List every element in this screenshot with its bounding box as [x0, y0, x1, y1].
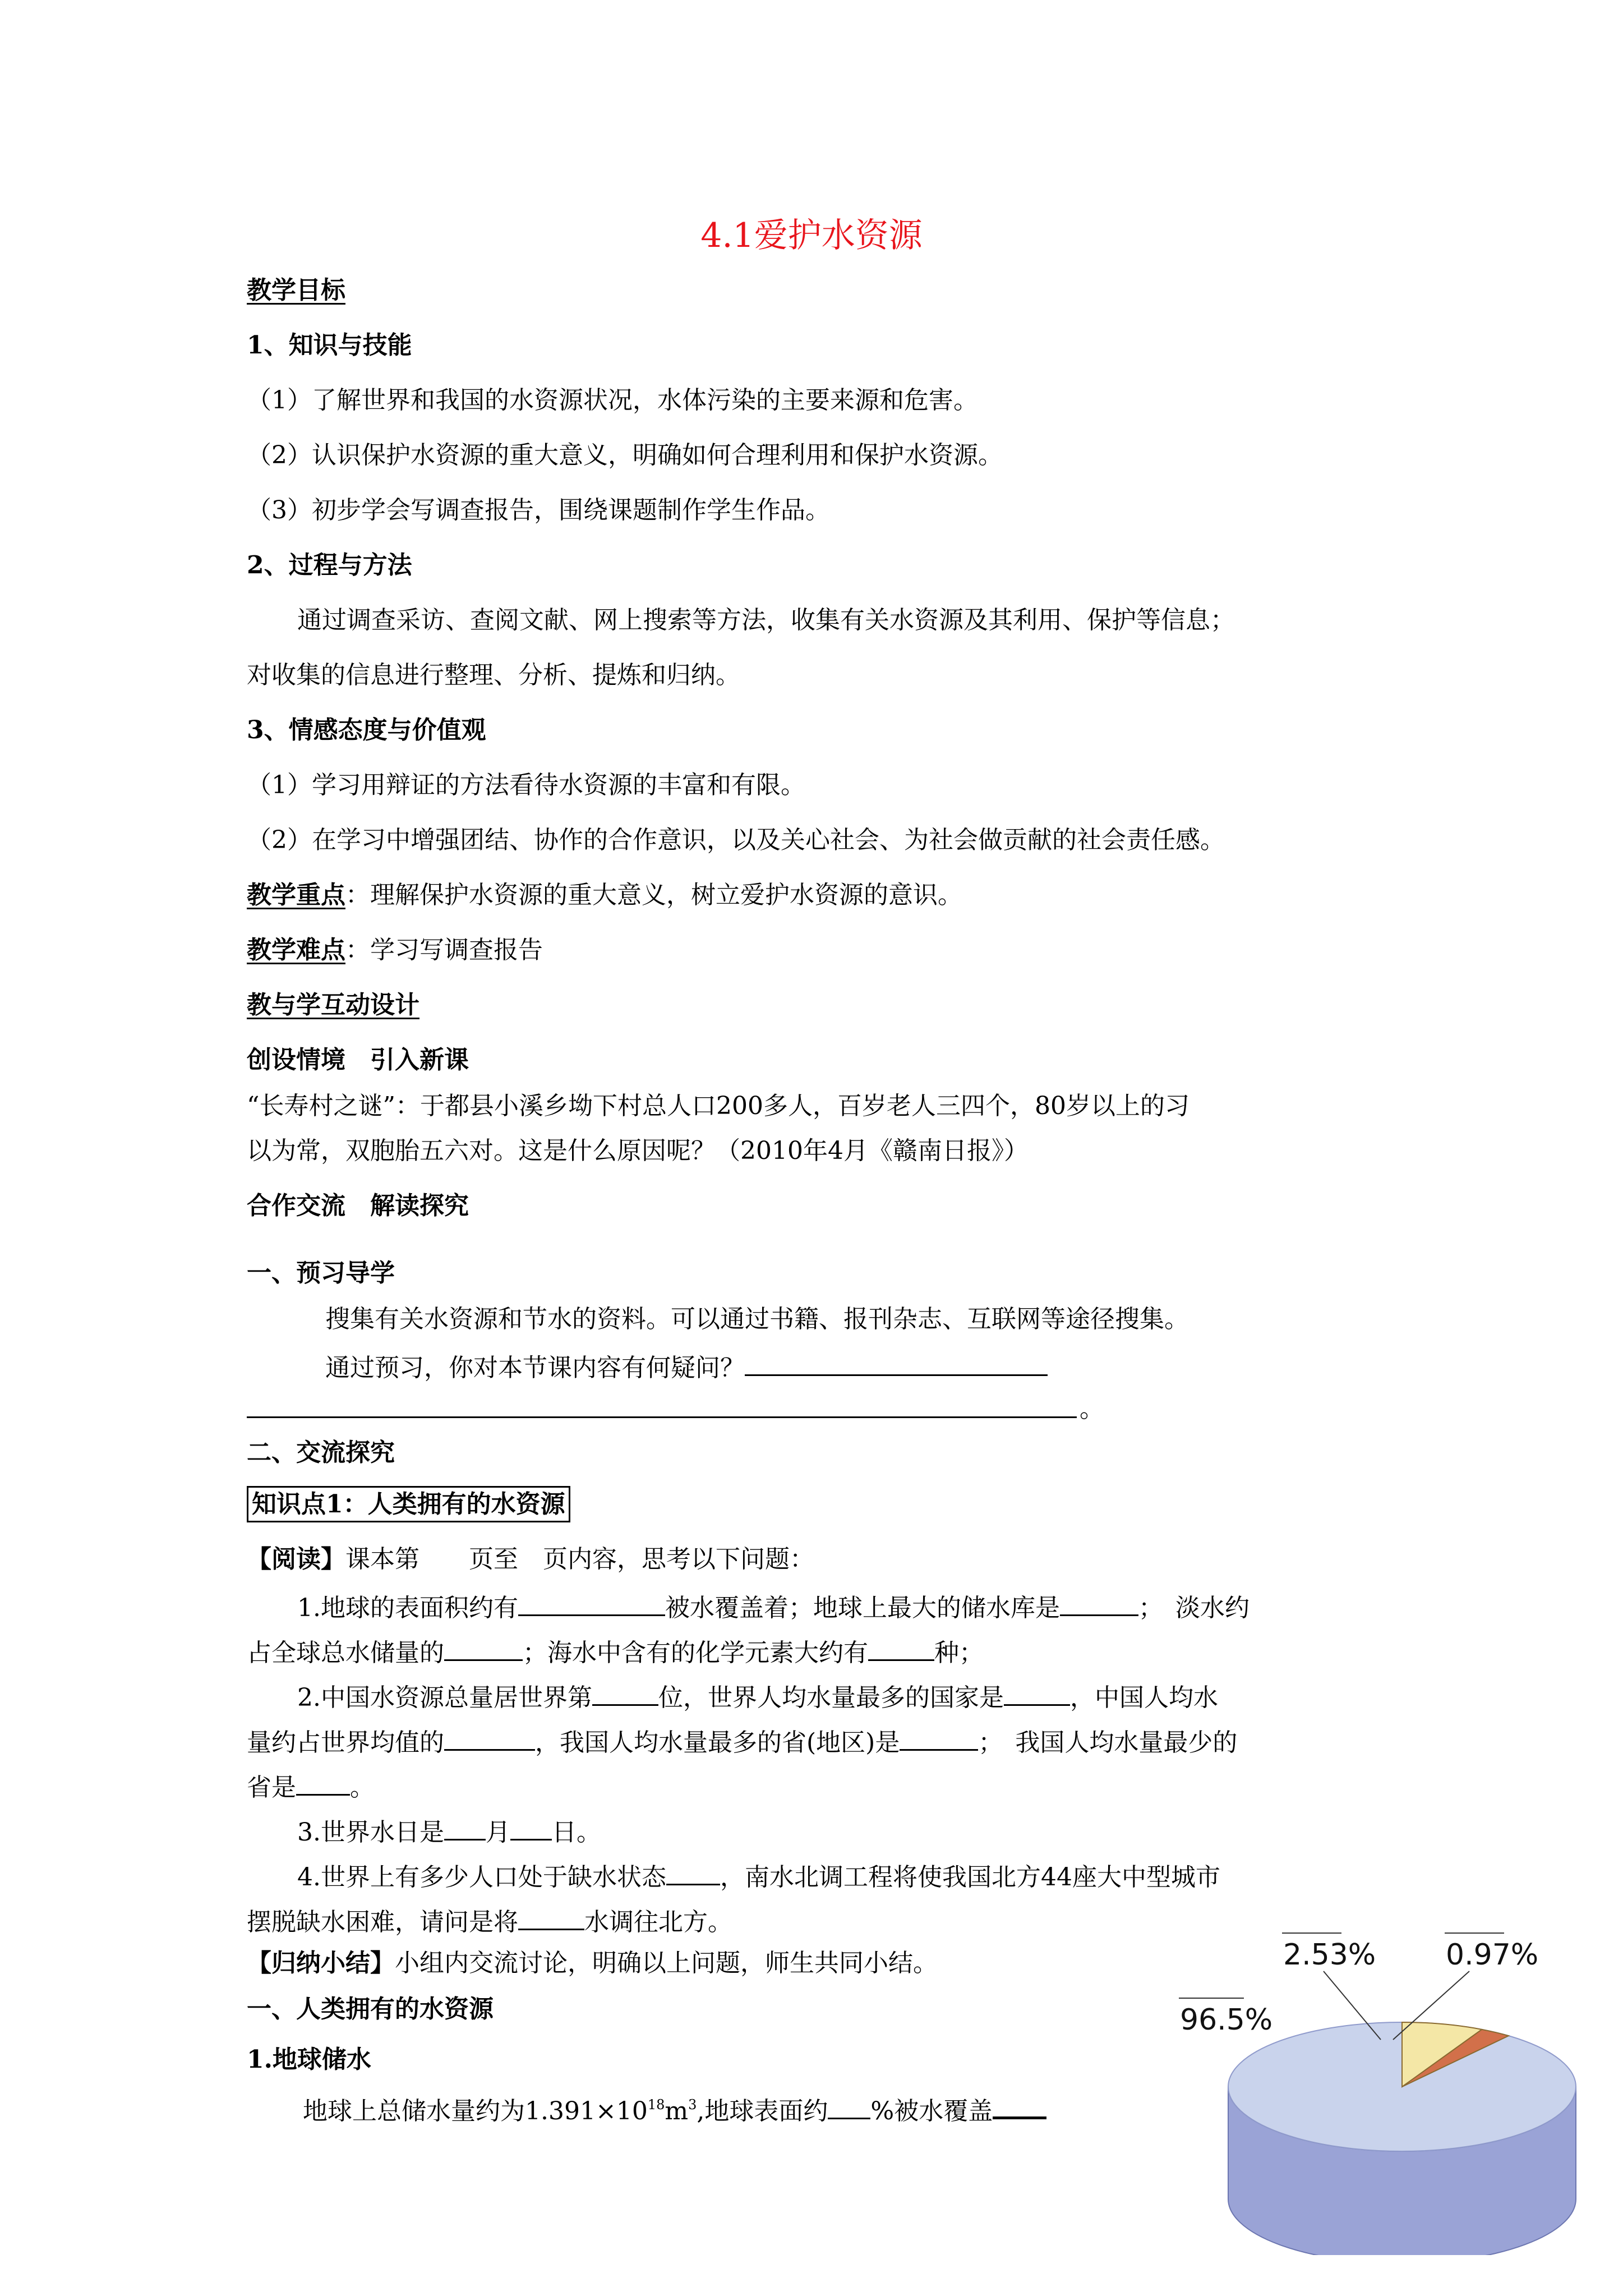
part1-heading: 一、人类拥有的水资源: [247, 1995, 494, 2023]
pie-label-0-97: 0.97%: [1446, 1938, 1539, 1972]
read-line: [247, 1547, 814, 1572]
pie-label-2-53: 2.53%: [1283, 1938, 1376, 1972]
goals-s1-item: （3）初步学会写调查报告，围绕课题制作学生作品。: [247, 496, 830, 524]
answer-blank[interactable]: [745, 1352, 1048, 1376]
intro-line: 以为常，双胞胎五六对。这是什么原因呢？（2010年4月《赣南日报》）: [247, 1137, 1029, 1165]
pie-labels: [1179, 1933, 1538, 2040]
focus-label: 教学重点: [247, 881, 345, 909]
q-text: 被水覆盖着；地球上最大的储水库是: [665, 1594, 1060, 1622]
focus-line: [247, 883, 962, 908]
coop-heading: 合作交流 解读探究: [247, 1191, 469, 1220]
answer-blank[interactable]: [296, 1772, 350, 1796]
answer-blank[interactable]: [900, 1727, 978, 1751]
q4b-line: [247, 1906, 732, 1935]
q-text: 位，世界人均水量最多的国家是: [658, 1683, 1004, 1712]
goals-s2-heading: 2、过程与方法: [247, 551, 412, 579]
difficulty-text: ：学习写调查报告: [345, 936, 543, 964]
answer-blank[interactable]: [518, 1592, 665, 1616]
exponent: 3: [688, 2097, 697, 2113]
difficulty-label: 教学难点: [247, 936, 345, 964]
q-text: 省是: [247, 1773, 296, 1802]
storage-text: ,地球表面约: [697, 2097, 828, 2125]
q-text: 2.中国水资源总量居世界第: [297, 1683, 592, 1712]
answer-blank[interactable]: [1060, 1592, 1138, 1616]
q-text: 4.世界上有多少人口处于缺水状态: [297, 1863, 666, 1892]
q3-line: [297, 1816, 601, 1845]
kp1-wrap: [247, 1492, 570, 1517]
answer-blank[interactable]: [1004, 1682, 1070, 1706]
storage-text: %被水覆盖: [870, 2097, 993, 2125]
q-text: 占全球总水储量的: [247, 1639, 444, 1667]
q-text: 水调往北方。: [584, 1908, 732, 1936]
page-title: 4.1爱护水资源: [700, 216, 923, 255]
q-text: ，我国人均水量最多的省(地区)是: [535, 1728, 900, 1757]
pie-label-96-5: 96.5%: [1180, 2003, 1273, 2037]
q-text: 种；: [934, 1639, 984, 1667]
read-text: 页至: [469, 1545, 518, 1573]
read-label: 【阅读】: [247, 1545, 345, 1573]
q-text: 量约占世界均值的: [247, 1728, 444, 1757]
answer-blank[interactable]: [868, 1637, 934, 1661]
intro-line: “长寿村之谜”：于都县小溪乡坳下村总人口200多人，百岁老人三四个，80岁以上的习: [247, 1092, 1189, 1120]
read-text: 页内容，思考以下问题：: [543, 1545, 814, 1573]
intro-heading: 创设情境 引入新课: [247, 1046, 469, 1074]
goals-s2-line: 通过调查采访、查阅文献、网上搜索等方法，收集有关水资源及其利用、保护等信息；: [297, 606, 1235, 634]
kp1-box: 知识点1：人类拥有的水资源: [247, 1486, 570, 1522]
answer-blank[interactable]: [510, 1816, 552, 1841]
goals-s1-item: （1）了解世界和我国的水资源状况，水体污染的主要来源和危害。: [247, 386, 978, 415]
arrow-line: [993, 2102, 1046, 2119]
q-text: 日。: [551, 1818, 601, 1847]
read-text: 课本第: [345, 1545, 419, 1573]
goals-s1-heading: 1、知识与技能: [247, 331, 412, 360]
answer-blank[interactable]: [444, 1816, 486, 1841]
q1-line: [297, 1592, 1249, 1621]
goals-s3-item: （1）学习用辩证的方法看待水资源的丰富和有限。: [247, 771, 805, 799]
preview-question-line: [325, 1352, 1048, 1381]
q2b-line: [247, 1727, 1237, 1755]
q-text: 1.地球的表面积约有: [297, 1594, 518, 1622]
summary-line: [247, 1951, 938, 1976]
answer-rule[interactable]: [247, 1416, 1077, 1418]
answer-blank[interactable]: [666, 1861, 720, 1885]
q-text: 摆脱缺水困难，请问是将: [247, 1908, 518, 1936]
answer-blank[interactable]: [444, 1727, 535, 1751]
q2-line: [297, 1682, 1218, 1710]
q-text: ，南水北调工程将使我国北方44座大中型城市: [720, 1863, 1220, 1892]
answer-blank[interactable]: [444, 1637, 523, 1661]
goals-s3-item: （2）在学习中增强团结、协作的合作意识，以及关心社会、为社会做贡献的社会责任感。: [247, 826, 1225, 854]
q4-line: [297, 1861, 1220, 1890]
goals-s3-heading: 3、情感态度与价值观: [247, 716, 486, 744]
answer-end: 。: [1080, 1395, 1104, 1423]
q-text: 3.世界水日是: [297, 1818, 444, 1847]
answer-blank[interactable]: [828, 2095, 870, 2119]
q-text: ； 我国人均水量最少的: [978, 1728, 1238, 1757]
storage-text: m: [665, 2097, 689, 2125]
goals-heading: 教学目标: [247, 276, 345, 305]
summary-text: 小组内交流讨论，明确以上问题，师生共同小结。: [395, 1949, 938, 1977]
answer-blank[interactable]: [518, 1906, 584, 1930]
q-text: ，中国人均水: [1069, 1683, 1218, 1712]
q2c-line: [247, 1772, 375, 1800]
design-heading: 教与学互动设计: [247, 991, 419, 1019]
q1b-line: [247, 1637, 984, 1665]
answer-blank[interactable]: [592, 1682, 658, 1706]
explore-heading: 二、交流探究: [247, 1438, 395, 1467]
q-text: ； 淡水约: [1138, 1594, 1249, 1622]
storage-text: 地球上总储水量约为1.391×10: [303, 2097, 648, 2125]
preview-question: 通过预习，你对本节课内容有何疑问？: [325, 1354, 745, 1382]
focus-text: ：理解保护水资源的重大意义，树立爱护水资源的意识。: [345, 881, 962, 909]
preview-line: 搜集有关水资源和节水的资料。可以通过书籍、报刊杂志、互联网等途径搜集。: [325, 1305, 1189, 1333]
goals-s1-item: （2）认识保护水资源的重大意义，明确如何合理利用和保护水资源。: [247, 441, 1003, 470]
q-text: 。: [350, 1773, 375, 1802]
storage-line: [303, 2095, 1046, 2124]
goals-s2-line: 对收集的信息进行整理、分析、提炼和归纳。: [247, 661, 740, 689]
summary-label: 【归纳小结】: [247, 1949, 395, 1977]
water-pie-chart: [1155, 1930, 1581, 2255]
preview-heading: 一、预习导学: [247, 1259, 395, 1287]
exponent: 18: [647, 2097, 665, 2113]
q-text: 月: [485, 1818, 510, 1847]
q-text: ；海水中含有的化学元素大约有: [523, 1639, 868, 1667]
part1-sub: 1.地球储水: [247, 2045, 371, 2074]
difficulty-line: [247, 938, 543, 963]
